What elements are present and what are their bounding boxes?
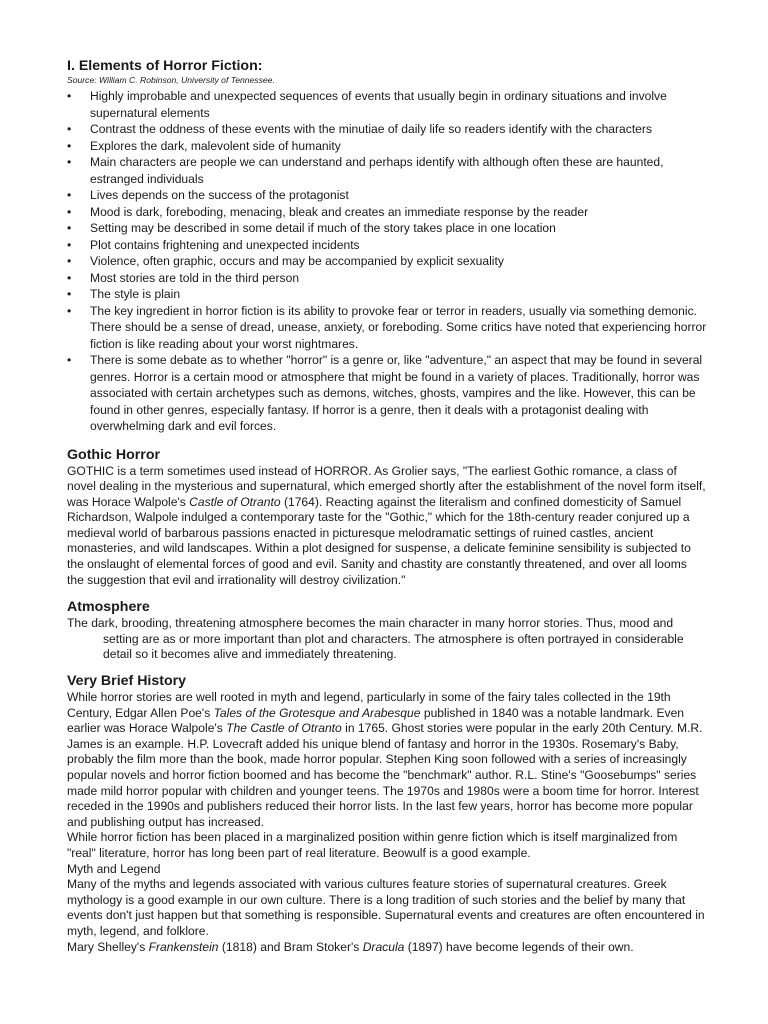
atmosphere-heading: Atmosphere	[67, 599, 150, 616]
bullet-glyph: •	[67, 204, 72, 219]
bullet-glyph: •	[67, 89, 72, 103]
gothic-paragraph: GOTHIC is a term sometimes used instead of HORROR. As Grolier says, "The earliest Gothic romance, a class of novel dealing in the mysterious and supernatural, which emerged shortly after the establishment of the novel form itself, was Horace Walpole's Castle of Otranto (1764). Reacting against the literalism and confined domesticity of Samuel Richardson, Walpole indulged a contemporary taste for the "Gothic," which for the 18th-century reader conjured up a medieval world of barbarous passions enacted in picturesque melodramatic settings of ruined castles, ancient monasteries, and wild landscapes. Within a plot designed for suspense, a delicate feminine sensibility is subjected to the onslaught of elemental forces of good and evil. Sanity and chastity are constantly threatened, and over all looms the suggestion that evil and irrationality will destroy civilization."	[67, 463, 706, 587]
bullet-glyph: •	[67, 138, 72, 153]
history-paragraph: While horror fiction has been placed in a marginalized position within genre fiction which is itself marginalized from "real" literature, horror has long been part of real literature. Beowulf is a good example.	[67, 830, 678, 860]
bullet-glyph: •	[67, 155, 72, 169]
bullet-item: • The style is plain	[67, 287, 181, 301]
elements-heading: I. Elements of Horror Fiction:	[67, 58, 263, 74]
bullet-item: • Lives depends on the success of the protagonist	[67, 188, 349, 202]
bullet-item: • Contrast the oddness of these events with the minutiae of daily life so readers identify with the characters	[67, 122, 652, 136]
bullet-item: • Setting may be described in some detail if much of the story takes place in one location	[67, 221, 556, 235]
bullet-item: • Most stories are told in the third person	[67, 270, 300, 285]
work-title: Frankenstein	[148, 939, 219, 954]
bullet-glyph: •	[67, 287, 72, 301]
document-page	[67, 58, 707, 955]
work-title: Tales of the Grotesque and Arabesque	[213, 705, 421, 720]
work-title: Castle of Otranto	[189, 494, 281, 509]
gothic-heading: Gothic Horror	[67, 446, 161, 463]
bullet-glyph: •	[67, 270, 72, 285]
bullet-glyph: •	[67, 353, 72, 367]
atmosphere-paragraph: The dark, brooding, threatening atmosphere becomes the main character in many horror stories. Thus, mood and setting are as or more important than plot and characters. The atmosphere is often portrayed in considerable detail so it becomes alive and immediately threatening.	[67, 616, 684, 662]
work-title: Dracula	[362, 939, 405, 954]
bullet-glyph: •	[67, 188, 72, 202]
history-heading: Very Brief History	[67, 673, 187, 690]
bullet-glyph: •	[67, 254, 72, 268]
bullet-item: • There is some debate as to whether "horror" is a genre or, like "adventure," an aspect that may be found in several genres. Horror is a certain mood or atmosphere that might be found in a variety of places. Traditionally, horror was associated with certain archetypes such as demons, witches, ghosts, vampires and the like. However, this can be found in other genres, especially fantasy. If horror is a genre, then it deals with a protagonist dealing with overwhelming dark and evil forces.	[67, 353, 703, 433]
bullet-glyph: •	[67, 237, 72, 252]
bullet-item: • Explores the dark, malevolent side of humanity	[67, 138, 341, 153]
bullet-item: • Violence, often graphic, occurs and may be accompanied by explicit sexuality	[67, 254, 504, 268]
work-title: The Castle of Otranto	[226, 721, 342, 736]
history-paragraph: While horror stories are well rooted in myth and legend, particularly in some of the fairy tales collected in the 19th Century, Edgar Allen Poe's Tales of the Grotesque and Arabesque published in 1840 was a notable landmark. Even earlier was Horace Walpole's The Castle of Otranto in 1765. Ghost stories were popular in the early 20th Century. M.R. James is an example. H.P. Lovecraft added his unique blend of fantasy and horror in the 1930s. Rosemary's Baby, probably the film more than the book, made horror popular. Stephen King soon followed with a series of increasingly popular novels and horror fiction boomed and has become the "benchmark" author. R.L. Stine's "Goosebumps" series made mild horror popular with children and younger teens. The 1970s and 1980s were a boom time for horror. Interest receded in the 1990s and publishers reduced their horror lists. In the last few years, horror has become more popular and publishing output has increased.	[67, 690, 703, 829]
bullet-item: • The key ingredient in horror fiction is its ability to provoke fear or terror in readers, usually via something demonic. There should be a sense of dread, unease, anxiety, or foreboding. Some critics have noted that experiencing horror fiction is like reading about your worst nightmares.	[67, 303, 707, 351]
bullet-glyph: •	[67, 303, 72, 318]
legends-paragraph: Mary Shelley's Frankenstein (1818) and Bram Stoker's Dracula (1897) have become legends of their own.	[67, 939, 634, 954]
bullet-item: • Mood is dark, foreboding, menacing, bleak and creates an immediate response by the reader	[67, 204, 589, 219]
bullet-glyph: •	[67, 221, 72, 235]
bullet-item: • Plot contains frightening and unexpected incidents	[67, 237, 360, 252]
myth-paragraph: Many of the myths and legends associated with various cultures feature stories of supernatural creatures. Greek mythology is a good example in our own culture. There is a long tradition of such stories and the belief by many that events don't just happen but that something is responsible. Supernatural events and creatures are often encountered in myth, legend, and folklore.	[67, 877, 705, 938]
bullet-glyph: •	[67, 122, 72, 136]
elements-bullet-list	[67, 88, 707, 435]
subsection-label: Myth and Legend	[67, 861, 161, 876]
source-citation: Source: William C. Robinson, University of Tennessee.	[67, 75, 275, 85]
bullet-item: • Highly improbable and unexpected sequences of events that usually begin in ordinary situations and involve supernatural elements	[67, 89, 667, 120]
bullet-item: • Main characters are people we can understand and perhaps identify with although often these are haunted, estranged individuals	[67, 155, 664, 186]
